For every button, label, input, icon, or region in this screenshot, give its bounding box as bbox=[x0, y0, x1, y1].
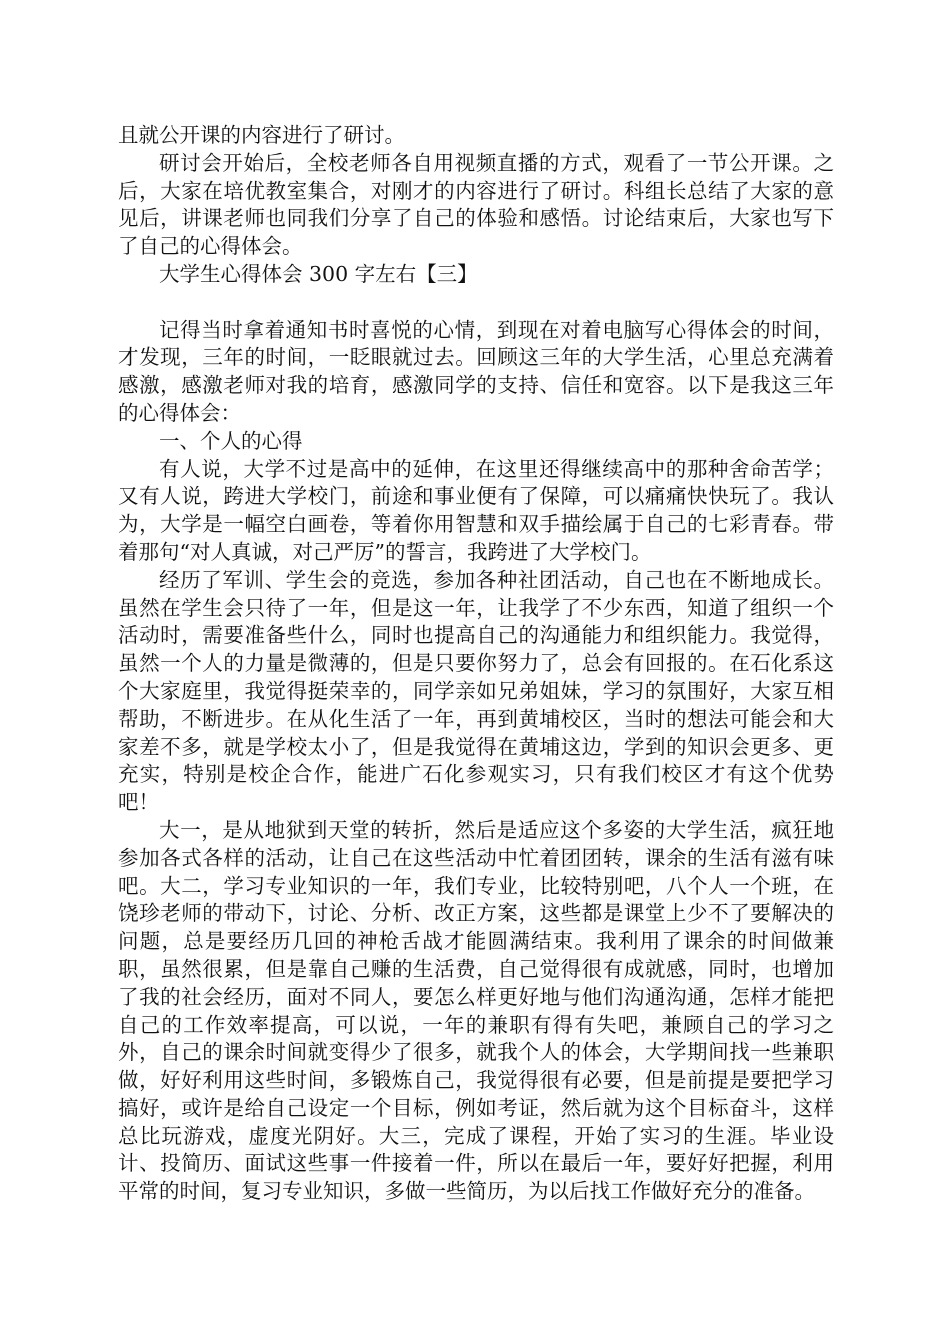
paragraph-continuation: 且就公开课的内容进行了研讨。 bbox=[118, 123, 405, 147]
paragraph-university-view: 有人说，大学不过是高中的延伸，在这里还得继续高中的那种舍命苦学；又有人说，跨进大学校门，前途和事业便有了保障，可以痛痛快快玩了。我认为，大学是一幅空白画卷，等着你用智慧和双手描绘属于自己的七彩青春。带着那句“对人真诚，对己严厉”的誓言，我跨进了大学校门。 bbox=[118, 456, 834, 564]
blank-line bbox=[118, 289, 834, 317]
section-heading: 大学生心得体会 300 字左右【三】 bbox=[159, 261, 478, 286]
paragraph-intro: 记得当时拿着通知书时喜悦的心情，到现在对着电脑写心得体会的时间，才发现，三年的时间，一眨眼就过去。回顾这三年的大学生活，心里总充满着感激，感激老师对我的培育，感激同学的支持、信任和宽容。以下是我这三年的心得体会： bbox=[118, 317, 834, 425]
paragraph-seminar: 研讨会开始后，全校老师各自用视频直播的方式，观看了一节公开课。之后，大家在培优教室集合，对刚才的内容进行了研讨。科组长总结了大家的意见后，讲课老师也同我们分享了自己的体验和感悟。讨论结束后，大家也写下了自己的心得体会。 bbox=[118, 150, 834, 259]
document-page bbox=[118, 122, 834, 1206]
paragraph-three-years: 大一，是从地狱到天堂的转折，然后是适应这个多姿的大学生活，疯狂地参加各式各样的活动，让自己在这些活动中忙着团团转，课余的生活有滋有味吧。大二，学习专业知识的一年，我们专业，比较特别吧，八个人一个班，在饶珍老师的带动下，讨论、分析、改正方案，这些都是课堂上少不了要解决的问题，总是要经历几回的神枪舌战才能圆满结束。我利用了课余的时间做兼职，虽然很累，但是靠自己赚的生活费，自己觉得很有成就感，同时，也增加了我的社会经历，面对不同人，要怎么样更好地与他们沟通沟通，怎样才能把自己的工作效率提高，可以说，一年的兼职有得有失吧，兼顾自己的学习之外，自己的课余时间就变得少了很多，就我个人的体会，大学期间找一些兼职做，好好利用这些时间，多锻炼自己，我觉得很有必要，但是前提是要把学习搞好，或许是给自己设定一个目标，例如考证，然后就为这个目标奋斗，这样总比玩游戏，虚度光阴好。大三，完成了课程，开始了实习的生涯。毕业设计、投简历、面试这些事一件接着一件，所以在最后一年，要好好把握，利用平常的时间，复习专业知识，多做一些简历，为以后找工作做好充分的准备。 bbox=[118, 817, 834, 1204]
subheading-personal: 一、个人的心得 bbox=[159, 428, 303, 453]
paragraph-growth: 经历了军训、学生会的竞选，参加各种社团活动，自己也在不断地成长。虽然在学生会只待了一年，但是这一年，让我学了不少东西，知道了组织一个活动时，需要准备些什么，同时也提高自己的沟通能力和组织能力。我觉得，虽然一个人的力量是微薄的，但是只要你努力了，总会有回报的。在石化系这个大家庭里，我觉得挺荣幸的，同学亲如兄弟姐妹，学习的氛围好，大家互相帮助，不断进步。在从化生活了一年，再到黄埔校区，当时的想法可能会和大家差不多，就是学校太小了，但是我觉得在黄埔这边，学到的知识会更多、更充实，特别是校企合作，能进广石化参观实习，只有我们校区才有这个优势吧！ bbox=[118, 567, 834, 815]
